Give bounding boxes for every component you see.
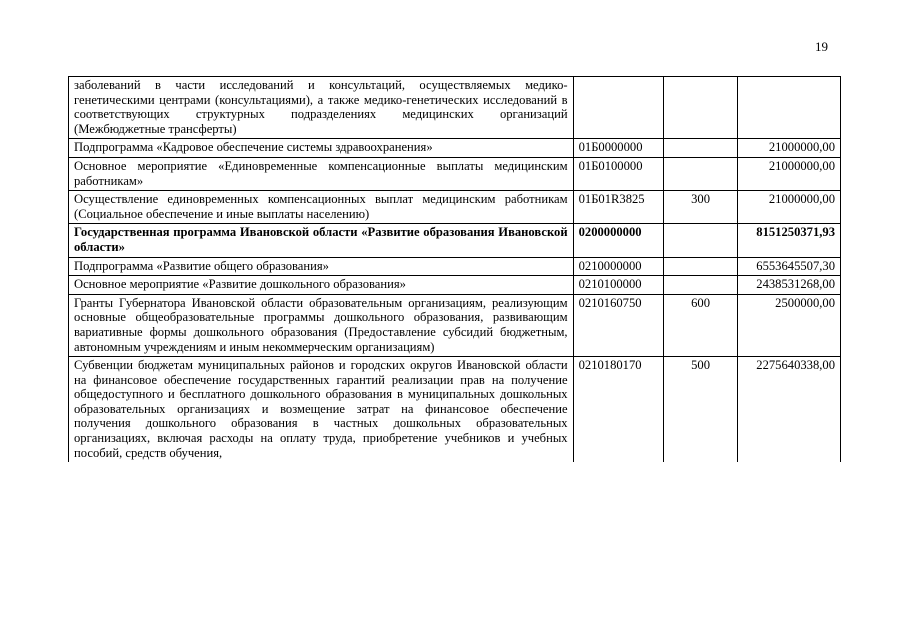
row-expense-type <box>664 224 738 257</box>
row-sum: 21000000,00 <box>737 139 840 158</box>
row-expense-type <box>664 77 738 139</box>
row-name: Субвенции бюджетам муниципальных районов и городских округов Ивановской области на финансовое обеспечение государственных гарантий реализации прав на получение общедоступного и бесплатного дошкольного образования в муниципальных дошкольных образовательных организациях и возмещение затрат на финансовое обеспечение получения дошкольного образования в частных дошкольных образовательных организациях, включая расходы на оплату труда, приобретение учебников и учебных пособий, средств обучения, <box>69 357 574 463</box>
row-code: 01Б0100000 <box>573 157 664 190</box>
row-name: Государственная программа Ивановской области «Развитие образования Ивановской области» <box>69 224 574 257</box>
row-sum: 2275640338,00 <box>737 357 840 463</box>
row-name: Гранты Губернатора Ивановской области образовательным организациям, реализующим основные общеобразовательные программы дошкольного образования, развивающим вариативные формы дошкольного образования (Предоставление субсидий бюджетным, автономным учреждениям и иным некоммерческим организациям) <box>69 294 574 356</box>
row-name: заболеваний в части исследований и консультаций, осуществляемых медико-генетическими центрами (консультациями), а также медико-генетических исследований в соответствующих структурных подразделениях медицинских организаций (Межбюджетные трансферты) <box>69 77 574 139</box>
row-sum: 21000000,00 <box>737 157 840 190</box>
row-sum <box>737 77 840 139</box>
row-sum: 21000000,00 <box>737 191 840 224</box>
row-sum: 8151250371,93 <box>737 224 840 257</box>
table-row <box>69 139 841 158</box>
table-row <box>69 257 841 276</box>
table-row <box>69 157 841 190</box>
row-expense-type <box>664 139 738 158</box>
row-code: 0210000000 <box>573 257 664 276</box>
row-name: Подпрограмма «Развитие общего образования» <box>69 257 574 276</box>
row-code: 0210180170 <box>573 357 664 463</box>
row-name: Основное мероприятие «Развитие дошкольного образования» <box>69 276 574 295</box>
row-name: Основное мероприятие «Единовременные компенсационные выплаты медицинским работникам» <box>69 157 574 190</box>
table-row <box>69 276 841 295</box>
row-sum: 6553645507,30 <box>737 257 840 276</box>
row-expense-type: 300 <box>664 191 738 224</box>
row-code: 0200000000 <box>573 224 664 257</box>
row-expense-type: 600 <box>664 294 738 356</box>
table-row <box>69 294 841 356</box>
row-code: 0210100000 <box>573 276 664 295</box>
table-row <box>69 191 841 224</box>
row-code: 01Б0000000 <box>573 139 664 158</box>
row-sum: 2500000,00 <box>737 294 840 356</box>
page-number: 19 <box>815 39 828 54</box>
row-expense-type <box>664 276 738 295</box>
row-code <box>573 77 664 139</box>
row-code: 0210160750 <box>573 294 664 356</box>
row-sum: 2438531268,00 <box>737 276 840 295</box>
table-row-program <box>69 224 841 257</box>
row-expense-type: 500 <box>664 357 738 463</box>
table-row <box>69 77 841 139</box>
row-name: Осуществление единовременных компенсационных выплат медицинским работникам (Социальное обеспечение и иные выплаты населению) <box>69 191 574 224</box>
row-code: 01Б01R3825 <box>573 191 664 224</box>
row-expense-type <box>664 157 738 190</box>
row-expense-type <box>664 257 738 276</box>
budget-table <box>68 76 841 462</box>
table-row <box>69 357 841 463</box>
row-name: Подпрограмма «Кадровое обеспечение системы здравоохранения» <box>69 139 574 158</box>
